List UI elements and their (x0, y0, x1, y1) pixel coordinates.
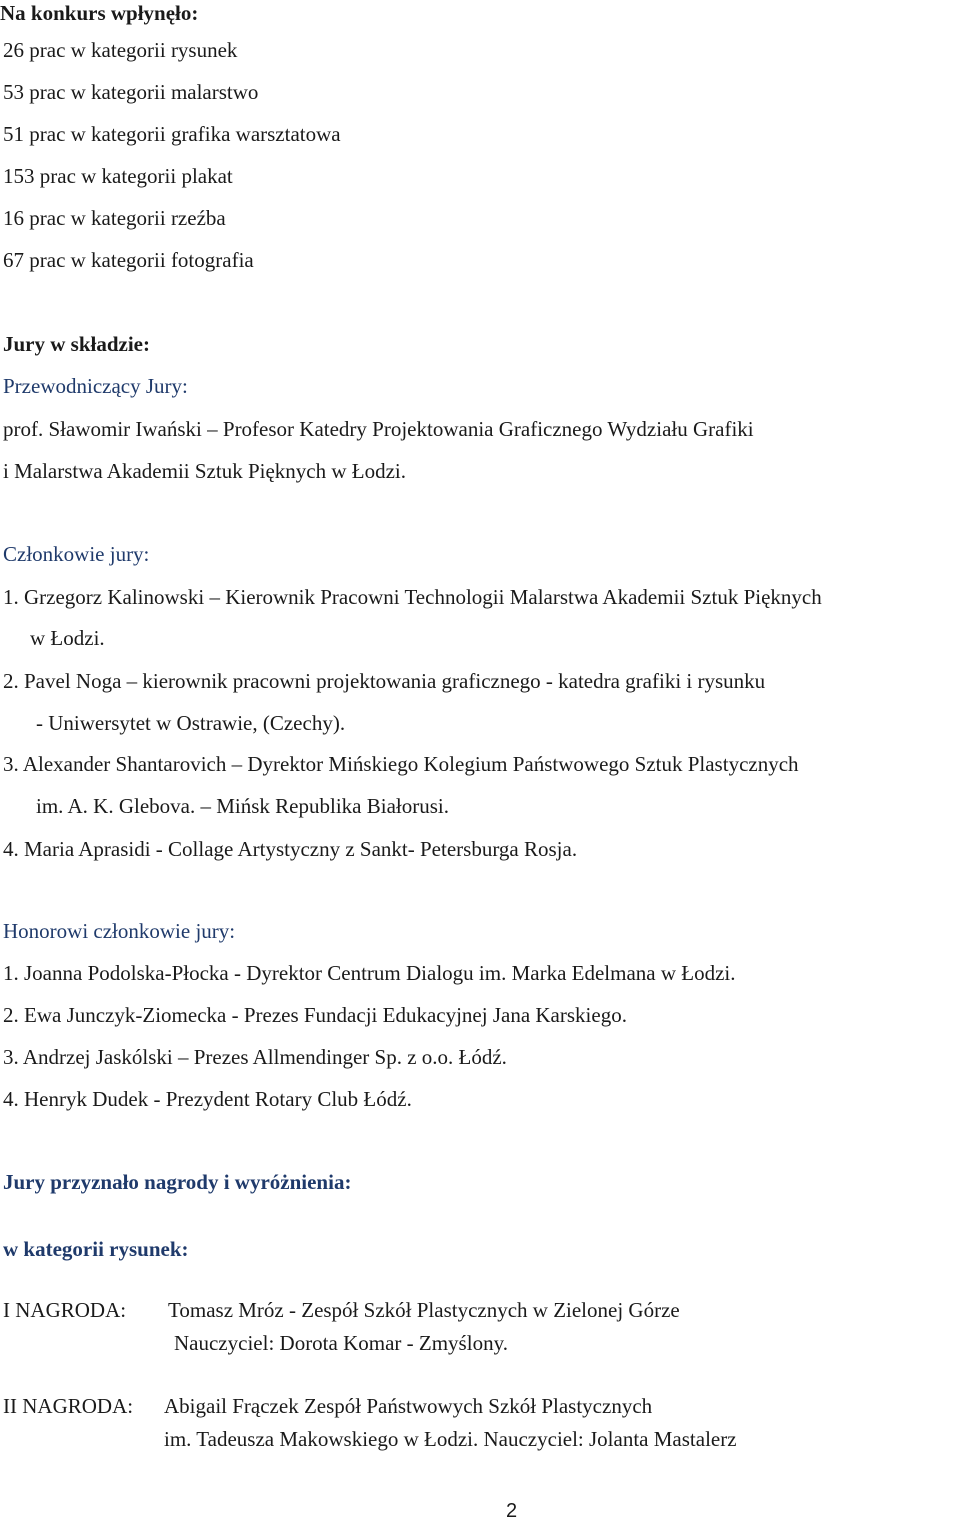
submission-item: 153 prac w kategorii plakat (3, 164, 233, 188)
submission-item: 51 prac w kategorii grafika warsztatowa (3, 122, 341, 146)
jury-honorary-line: 3. Andrzej Jaskólski – Prezes Allmendinger Sp. z o.o. Łódź. (3, 1045, 507, 1069)
first-prize-line: Tomasz Mróz - Zespół Szkół Plastycznych w Zielonej Górze (168, 1298, 680, 1322)
jury-member-line: - Uniwersytet w Ostrawie, (Czechy). (36, 711, 346, 735)
jury-chair-heading: Przewodniczący Jury: (3, 374, 188, 398)
jury-chair-line: i Malarstwa Akademii Sztuk Pięknych w Łodzi. (3, 459, 407, 483)
jury-member-line: 1. Grzegorz Kalinowski – Kierownik Pracowni Technologii Malarstwa Akademii Sztuk Pięknych (3, 585, 822, 609)
submission-item: 67 prac w kategorii fotografia (3, 248, 254, 272)
jury-chair-line: prof. Sławomir Iwański – Profesor Katedry Projektowania Graficznego Wydziału Grafiki (3, 417, 754, 441)
jury-member-line: 3. Alexander Shantarovich – Dyrektor Mińskiego Kolegium Państwowego Sztuk Plastycznych (3, 752, 799, 776)
jury-honorary-line: 4. Henryk Dudek - Prezydent Rotary Club Łódź. (3, 1087, 412, 1111)
submission-item: 53 prac w kategorii malarstwo (3, 80, 259, 104)
second-prize-line: im. Tadeusza Makowskiego w Łodzi. Nauczyciel: Jolanta Mastalerz (164, 1427, 737, 1451)
page-number: 2 (506, 1500, 518, 1522)
jury-honorary-line: 1. Joanna Podolska-Płocka - Dyrektor Centrum Dialogu im. Marka Edelmana w Łodzi. (3, 961, 736, 985)
second-prize-label: II NAGRODA: (3, 1394, 134, 1418)
submissions-heading: Na konkurs wpłynęło: (0, 1, 199, 25)
jury-member-line: 4. Maria Aprasidi - Collage Artystyczny z Sankt- Petersburga Rosja. (3, 837, 578, 861)
awards-heading: Jury przyznało nagrody i wyróżnienia: (3, 1170, 352, 1194)
second-prize-line: Abigail Frączek Zespół Państwowych Szkół Plastycznych (164, 1394, 653, 1418)
first-prize-label: I NAGRODA: (3, 1298, 127, 1322)
submission-item: 16 prac w kategorii rzeźba (3, 206, 226, 230)
jury-member-line: w Łodzi. (30, 626, 105, 650)
submission-item: 26 prac w kategorii rysunek (3, 38, 238, 62)
first-prize-teacher: Nauczyciel: Dorota Komar - Zmyślony. (174, 1331, 508, 1355)
jury-members-heading: Członkowie jury: (3, 542, 150, 566)
awards-category-heading: w kategorii rysunek: (3, 1237, 189, 1261)
jury-heading: Jury w składzie: (3, 332, 150, 356)
jury-honorary-line: 2. Ewa Junczyk-Ziomecka - Prezes Fundacji Edukacyjnej Jana Karskiego. (3, 1003, 627, 1027)
jury-honorary-heading: Honorowi członkowie jury: (3, 919, 236, 943)
jury-member-line: im. A. K. Glebova. – Mińsk Republika Białorusi. (36, 794, 449, 818)
jury-member-line: 2. Pavel Noga – kierownik pracowni projektowania graficznego - katedra grafiki i rysunku (3, 669, 766, 693)
